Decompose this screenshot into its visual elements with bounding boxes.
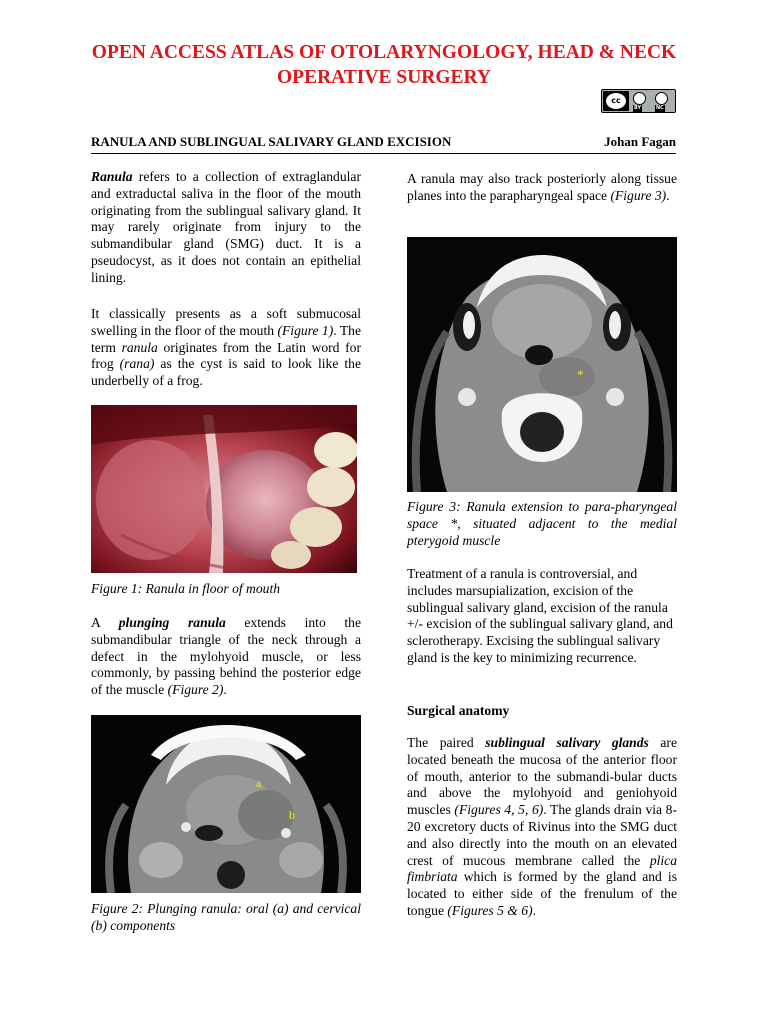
cc-icon: cc	[605, 92, 627, 110]
author-name: Johan Fagan	[604, 134, 676, 149]
chapter-title: RANULA AND SUBLINGUAL SALIVARY GLAND EXCISION	[91, 134, 452, 149]
figure-1-ref[interactable]: (Figure 1)	[277, 322, 334, 338]
right-paragraph-3: The paired sublingual salivary glands are located beneath the mucosa of the anterior floor of mouth, anterior to the submandi-bular ducts and above the mylohyoid and geniohyoid muscles (Figures 4, 5, 6). The glands drain via 8-20 excretory ducts of Rivinus into the SMG duct and also directly into the mouth on an elevated crest of mucous membrane called the plica fimbriata which is formed by the gland and is located to either side of the frenulum of the tongue (Figures 5 & 6).	[407, 735, 677, 918]
figure-3-ct-scan	[407, 237, 677, 492]
figure-3-label-asterisk: *	[577, 367, 584, 382]
figure-3-caption: Figure 3: Ranula extension to para-pharyngeal space *, situated adjacent to the medial pterygoid muscle	[407, 499, 677, 548]
figure-2-caption: Figure 2: Plunging ranula: oral (a) and cervical (b) components	[91, 901, 361, 933]
figure-1-caption: Figure 1: Ranula in floor of mouth	[91, 581, 281, 596]
figure-1-photo	[91, 405, 357, 573]
section-heading-surgical-anatomy: Surgical anatomy	[407, 703, 510, 718]
left-paragraph-1: Ranula refers to a collection of extraglandular and extraductal saliva in the floor of the mouth originating from the sublingual salivary gland. It may rarely originate from injury to the submandibular gland (SMG) duct. It is a pseudocyst, as it does not contain an epithelial lining.	[91, 169, 361, 285]
figure-2-label-a: a	[256, 776, 262, 790]
by-label: BY	[634, 105, 642, 111]
left-paragraph-2: It classically presents as a soft submucosal swelling in the floor of the mouth (Figure 1). The term ranula originates from the Latin word for frog (rana) as the cyst is said to look like the underbelly of a frog.	[91, 306, 361, 389]
nc-label: NC	[656, 105, 664, 111]
header-rule	[91, 153, 676, 154]
cc-license-badge[interactable]	[601, 89, 676, 113]
nc-noncommercial-icon	[655, 92, 668, 105]
left-paragraph-3: A plunging ranula extends into the submandibular triangle of the neck through a defect in the mylohyoid muscle, or less commonly, by passing behind the posterior edge of the muscle (Figure 2).	[91, 615, 361, 698]
atlas-title: OPEN ACCESS ATLAS OF OTOLARYNGOLOGY, HEAD & NECK OPERATIVE SURGERY	[91, 42, 677, 88]
running-header	[91, 134, 676, 152]
figures-5-6-ref[interactable]: (Figures 5 & 6)	[447, 902, 533, 918]
figure-2-ct-scan	[91, 715, 361, 893]
figures-4-5-6-ref[interactable]: (Figures 4, 5, 6)	[454, 802, 544, 818]
right-paragraph-2: Treatment of a ranula is controversial, and includes marsupialization, excision of the sublingual salivary gland, excision of the ranula +/- excision of the sublingual salivary gland, and sclerotherapy. Excising the sublingual salivary gland is the key to minimizing recurrence.	[407, 566, 673, 665]
figure-3-ref[interactable]: (Figure 3)	[610, 187, 667, 203]
figure-2-label-b: b	[289, 808, 295, 822]
figure-2-ref[interactable]: (Figure 2)	[167, 682, 224, 698]
ranula-term: Ranula	[91, 169, 133, 184]
right-paragraph-1: A ranula may also track posteriorly along tissue planes into the parapharyngeal space (Figure 3).	[407, 171, 677, 203]
by-attribution-icon	[633, 92, 646, 105]
